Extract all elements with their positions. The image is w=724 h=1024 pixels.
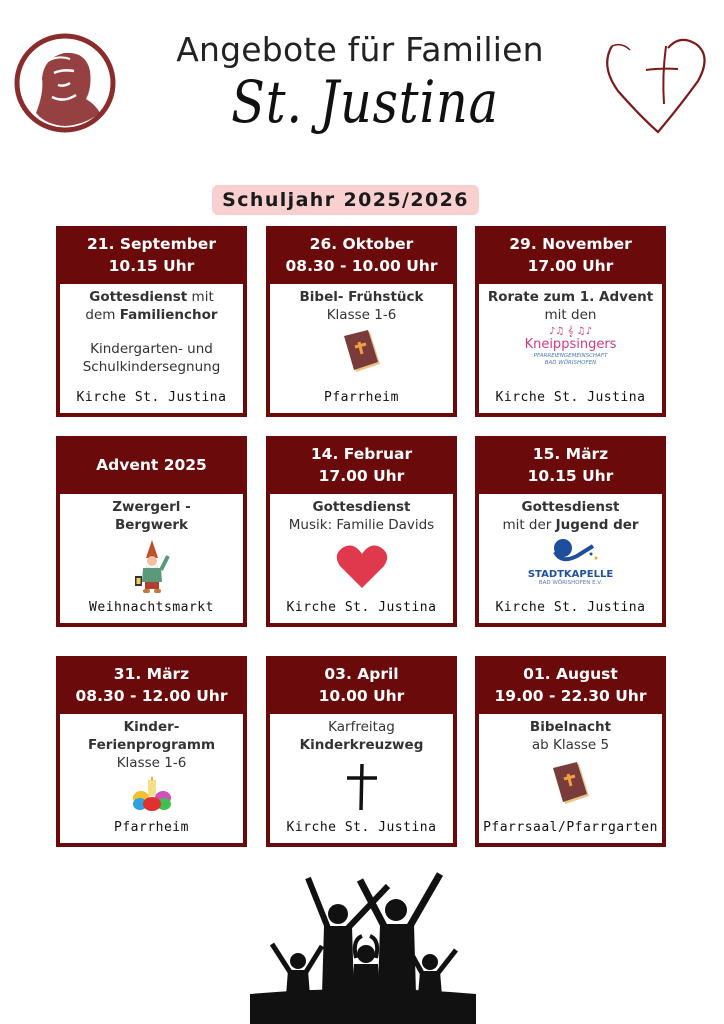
- event-subtitle: Klasse 1-6: [326, 307, 397, 323]
- event-title: Rorate zum 1. Advent: [487, 289, 654, 305]
- event-title: Bergwerk: [114, 517, 189, 533]
- event-location: Kirche St. Justina: [495, 390, 646, 405]
- event-date-header: [56, 436, 247, 494]
- event-location: Weihnachtsmarkt: [89, 600, 214, 615]
- kneippsingers-logo: [479, 326, 662, 367]
- event-body: [479, 714, 662, 843]
- logo-text: PFARREIENGEMEINSCHAFT: [533, 353, 608, 359]
- event-text: Kindergarten- und: [90, 341, 213, 357]
- event-location: Pfarrheim: [324, 390, 399, 405]
- event-location: Kirche St. Justina: [286, 600, 437, 615]
- event-date: 15. März: [532, 445, 609, 463]
- parish-name: St. Justina: [231, 68, 499, 136]
- event-body: [270, 284, 453, 413]
- event-location: Kirche St. Justina: [495, 600, 646, 615]
- event-card: [266, 226, 457, 417]
- event-time: 10.15 Uhr: [527, 467, 614, 485]
- music-notes-icon: ♪♫ 𝄞 ♫♪: [549, 326, 592, 337]
- event-date: 31. März: [113, 665, 190, 683]
- event-time: 17.00 Uhr: [527, 257, 614, 275]
- event-title: Familienchor: [119, 307, 218, 323]
- event-card: [56, 436, 247, 627]
- event-date: 01. August: [523, 665, 618, 683]
- event-title: Zwergerl -: [112, 499, 191, 515]
- school-year-badge: Schuljahr 2025/2026: [212, 185, 479, 215]
- logo-name: Kneippsingers: [524, 337, 617, 352]
- event-body: [479, 494, 662, 623]
- event-time: 19.00 - 22.30 Uhr: [494, 687, 647, 705]
- heart-cross-icon: [600, 36, 710, 136]
- event-date: 29. November: [509, 235, 632, 253]
- event-date: 14. Februar: [310, 445, 413, 463]
- event-time: 10.15 Uhr: [108, 257, 195, 275]
- event-title: Kinderkreuzweg: [299, 737, 424, 753]
- tuba-icon: [541, 538, 601, 564]
- event-date-header: [266, 436, 457, 494]
- logo-name: STADTKAPELLE: [527, 569, 614, 580]
- event-text: dem: [85, 307, 120, 323]
- event-subtitle: Karfreitag: [328, 719, 395, 735]
- stadtkapelle-logo: [479, 538, 662, 587]
- event-date-header: [475, 226, 666, 284]
- event-text: Schulkindersegnung: [82, 359, 221, 375]
- event-card: [475, 656, 666, 847]
- logo-text: BAD WÖRISHOFEN: [544, 360, 597, 366]
- parish-logo-icon: [14, 33, 116, 133]
- event-subtitle: ab Klasse 5: [531, 737, 610, 753]
- cross-icon: [345, 762, 379, 812]
- event-card: [56, 656, 247, 847]
- event-card: [475, 226, 666, 417]
- event-time: 10.00 Uhr: [318, 687, 405, 705]
- event-date-header: [266, 656, 457, 714]
- bible-icon: [549, 762, 593, 808]
- event-time: 17.00 Uhr: [318, 467, 405, 485]
- event-body: [60, 494, 243, 623]
- event-card: [56, 226, 247, 417]
- event-text: mit: [187, 289, 214, 305]
- event-location: Pfarrheim: [114, 820, 189, 835]
- event-body: [270, 494, 453, 623]
- event-title: Gottesdienst: [521, 499, 620, 515]
- gnome-icon: [132, 540, 172, 596]
- event-body: [60, 284, 243, 413]
- event-text: mit der: [502, 517, 556, 533]
- event-card: [475, 436, 666, 627]
- event-title: Kinder-: [123, 719, 180, 735]
- heart-icon: [336, 544, 388, 590]
- event-subtitle: Klasse 1-6: [116, 755, 187, 771]
- family-silhouette-icon: [250, 866, 476, 1024]
- event-date: 21. September: [87, 235, 216, 253]
- event-title: Bibel- Frühstück: [299, 289, 424, 305]
- event-title: Gottesdienst: [89, 289, 188, 305]
- logo-text: BAD WÖRISHOFEN E.V.: [538, 580, 603, 586]
- event-date-header: [56, 226, 247, 284]
- event-card: [266, 656, 457, 847]
- event-subtitle: mit den: [544, 307, 597, 323]
- event-title: Gottesdienst: [312, 499, 411, 515]
- event-location: Kirche St. Justina: [76, 390, 227, 405]
- event-date: 03. April: [324, 665, 399, 683]
- event-title: Ferienprogramm: [87, 737, 216, 753]
- event-time: 08.30 - 12.00 Uhr: [75, 687, 228, 705]
- event-body: [270, 714, 453, 843]
- event-date: Advent 2025: [96, 456, 207, 474]
- event-body: [60, 714, 243, 843]
- event-card: [266, 436, 457, 627]
- event-date-header: [475, 436, 666, 494]
- event-date-header: [475, 656, 666, 714]
- event-location: Pfarrsaal/Pfarrgarten: [483, 820, 658, 835]
- event-location: Kirche St. Justina: [286, 820, 437, 835]
- event-time: 08.30 - 10.00 Uhr: [285, 257, 438, 275]
- page-title: Angebote für Familien: [176, 30, 544, 69]
- event-body: [479, 284, 662, 413]
- event-date-header: [266, 226, 457, 284]
- bible-icon: [340, 330, 384, 376]
- event-date-header: [56, 656, 247, 714]
- event-date: 26. Oktober: [309, 235, 414, 253]
- easter-eggs-icon: [132, 776, 172, 812]
- event-title: Jugend der: [555, 517, 639, 533]
- event-subtitle: Musik: Familie Davids: [288, 517, 435, 533]
- event-title: Bibelnacht: [529, 719, 612, 735]
